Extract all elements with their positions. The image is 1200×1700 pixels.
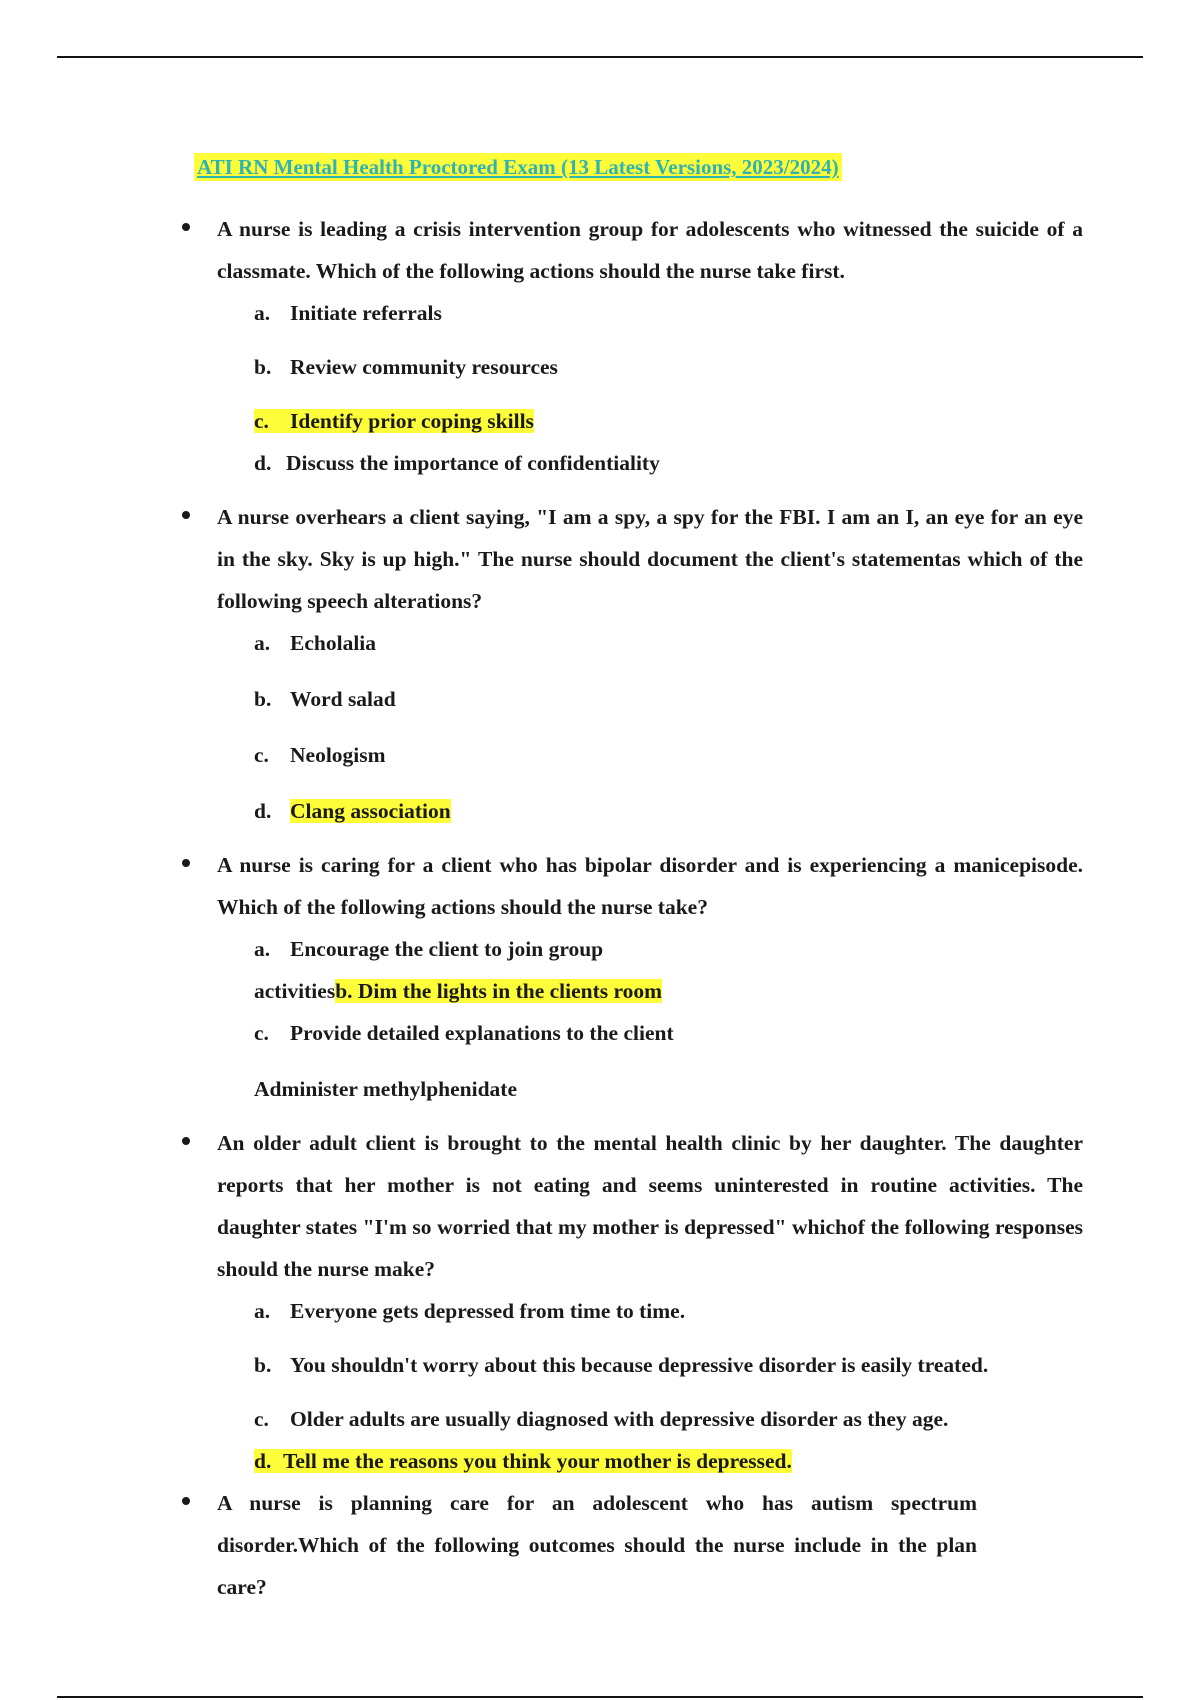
option-list (217, 292, 1083, 484)
bullet-icon (182, 1497, 190, 1505)
question-2 (0, 496, 1083, 832)
question-stem: A nurse is leading a crisis intervention group for adolescents who witnessed the suicide of a classmate. Which of the following actions should the nurse take first. (217, 217, 1083, 283)
option-a: a. Initiate referrals (254, 301, 442, 325)
question-stem: A nurse overhears a client saying, "I am a spy, a spy for the FBI. I am an I, an eye for an eye in the sky. Sky is up high." The nurse should document the client's statementas which of the following speech alterations? (217, 505, 1083, 613)
question-5 (0, 1482, 1083, 1608)
question-list (0, 208, 1200, 1608)
option-d: d. Discuss the importance of confidentiality (254, 451, 660, 475)
option-b: b. Review community resources (254, 355, 558, 379)
bullet-icon (182, 223, 190, 231)
question-stem: An older adult client is brought to the mental health clinic by her daughter. The daughter reports that her mother is not eating and seems uninterested in routine activities. The daughter states "I'm so worried that my mother is depressed" whichof the following responses should the nurse make? (217, 1131, 1083, 1281)
document-title: ATI RN Mental Health Proctored Exam (13 Latest Versions, 2023/2024) (194, 153, 842, 181)
option-extra: Administer methylphenidate (254, 1077, 517, 1101)
option-list (217, 928, 1083, 1110)
bullet-icon (182, 511, 190, 519)
top-rule (57, 56, 1143, 58)
option-a: a. Echolalia (254, 631, 377, 655)
question-3 (0, 844, 1083, 1110)
option-c: c. Neologism (254, 743, 386, 767)
option-list (217, 622, 1083, 832)
question-stem: A nurse is caring for a client who has bipolar disorder and is experiencing a manicepisode. Which of the following actions should the nurse take? (217, 853, 1083, 919)
option-b: b. You shouldn't worry about this because depressive disorder is easily treated. (254, 1353, 989, 1377)
option-c: c. Older adults are usually diagnosed with depressive disorder as they age. (254, 1407, 949, 1431)
option-a: a. Encourage the client to join group (254, 937, 604, 961)
option-list (217, 1290, 1083, 1482)
question-stem: A nurse is planning care for an adolescent who has autism spectrum disorder.Which of the following outcomes should the nurse include in the plan care? (217, 1491, 977, 1599)
question-1 (0, 208, 1083, 484)
bottom-rule (57, 1696, 1143, 1698)
bullet-icon (182, 859, 190, 867)
option-a: a. Everyone gets depressed from time to time. (254, 1299, 686, 1323)
option-d-correct: d. Clang association (254, 799, 451, 823)
option-b: b. Word salad (254, 687, 396, 711)
question-4 (0, 1122, 1083, 1482)
option-c: c. Provide detailed explanations to the client (254, 1021, 674, 1045)
option-c-correct: c. Identify prior coping skills (254, 409, 534, 433)
option-b-correct: activitiesb. Dim the lights in the clients room (254, 979, 663, 1003)
bullet-icon (182, 1137, 190, 1145)
option-d-correct: d. Tell me the reasons you think your mother is depressed. (254, 1449, 792, 1473)
